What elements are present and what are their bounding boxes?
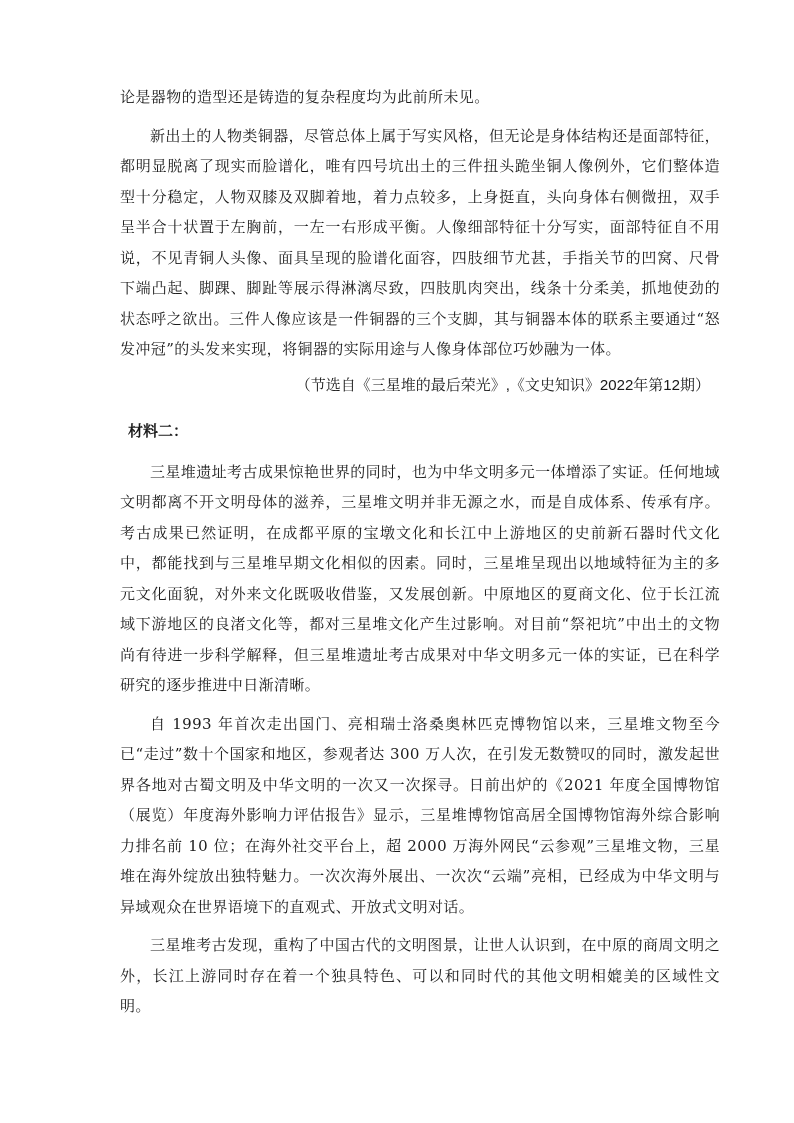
paragraph-pluralism: 三星堆遗址考古成果惊艳世界的同时，也为中华文明多元一体增添了实证。任何地域文明都离不开文明母体的滋养，三星堆文明并非无源之水，而是自成体系、传承有序。考古成果已然证明，在成都平原的宝墩文化和长江中上游地区的史前新石器时代文化中，都能找到与三星堆早期文化相似的因素。同时，三星堆呈现出以地域特征为主的多元文化面貌，对外来文化既吸收借鉴，又发展创新。中原地区的夏商文化、位于长江流域下游地区的良渚文化等，都对三星堆文化产生过影响。对目前“祭祀坑”中出土的文物尚有待进一步科学解释，但三星堆遗址考古成果对中华文明多元一体的实证，已在科学研究的逐步推进中日渐清晰。 [120, 462, 720, 694]
paragraph-overseas-exhibitions: 自 1993 年首次走出国门、亮相瑞士洛桑奥林匹克博物馆以来，三星堆文物至今已“走过”数十个国家和地区，参观者达 300 万人次，在引发无数赞叹的同时，激发起世界各地对古蜀文明及中华文明的一次又一次探寻。日前出炉的《2021 年度全国博物馆（展览）年度海外影响力评估报告》显示，三星堆博物馆高居全国博物馆海外综合影响力排名前 10 位；在海外社交平台上，超 2000 万海外网民“云参观”三星堆文物，三星堆在海外绽放出独特魅力。一次次海外展出、一次次“云端”亮相，已经成为中华文明与异域观众在世界语境下的直观式、开放式文明对话。 [120, 714, 720, 916]
section-heading-material-two: 材料二： [128, 422, 189, 440]
document-page [120, 82, 720, 1022]
paragraph-civilization-map: 三星堆考古发现，重构了中国古代的文明图景，让世人认识到，在中原的商周文明之外，长江上游同时存在着一个独具特色、可以和同时代的其他文明相媲美的区域性文明。 [120, 936, 720, 1015]
source-citation: （节选自《三星堆的最后荣光》,《文史知识》2022年第12期） [295, 376, 710, 394]
paragraph-continuation: 论是器物的造型还是铸造的复杂程度均为此前所未见。 [120, 88, 490, 106]
paragraph-bronze-figures: 新出土的人物类铜器，尽管总体上属于写实风格，但无论是身体结构还是面部特征，都明显脱离了现实而脸谱化，唯有四号坑出土的三件扭头跪坐铜人像例外，它们整体造型十分稳定，人物双膝及双脚着地，着力点较多，上身挺直，头向身体右侧微扭，双手呈半合十状置于左胸前，一左一右形成平衡。人像细部特征十分写实，面部特征自不用说，不见青铜人头像、面具呈现的脸谱化面容，四肢细节尤甚，手指关节的凹窝、尺骨下端凸起、脚踝、脚趾等展示得淋漓尽致，四肢肌肉突出，线条十分柔美，抓地使劲的状态呼之欲出。三件人像应该是一件铜器的三个支脚，其与铜器本体的联系主要通过“怒发冲冠”的头发来实现，将铜器的实际用途与人像身体部位巧妙融为一体。 [120, 126, 720, 358]
